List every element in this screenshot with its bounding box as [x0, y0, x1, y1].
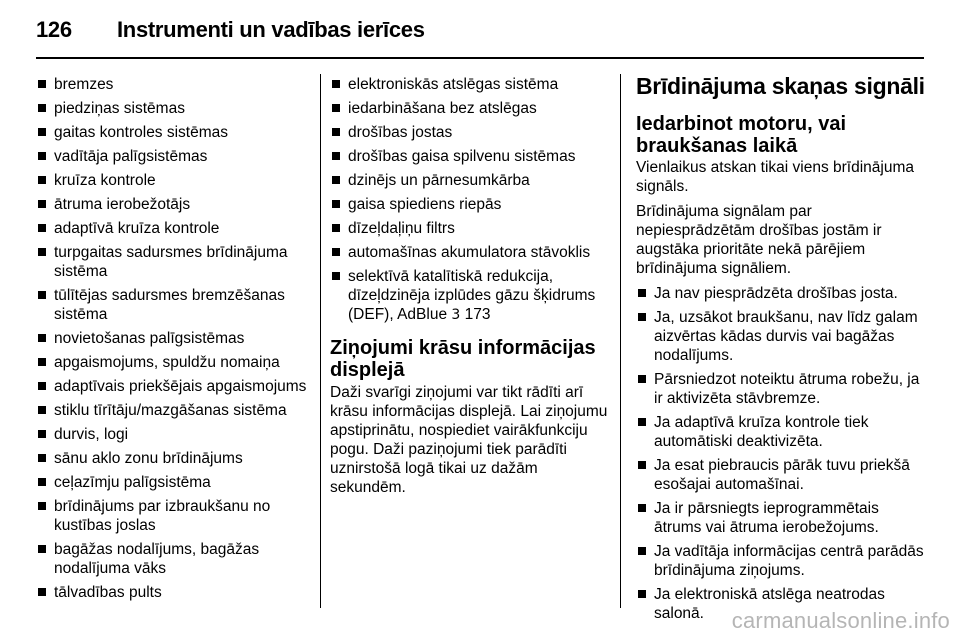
- column-2: [330, 75, 615, 503]
- paragraph: Vienlaikus atskan tikai viens brīdinājuma signāls.: [636, 159, 915, 195]
- bullet-square-icon: [332, 248, 340, 256]
- bullet-square-icon: [38, 291, 46, 299]
- column-divider-left: [320, 74, 321, 608]
- page-title: Instrumenti un vadības ierīces: [117, 17, 425, 42]
- bullet-square-icon: [38, 382, 46, 390]
- list-item: brīdinājums par izbraukšanu no kustības joslas: [36, 497, 316, 535]
- section-text: Daži svarīgi ziņojumi var tikt rādīti arī krāsu informācijas displejā. Lai ziņojumu apstiprinātu, nospiediet vairākfunkciju pogu. Daži paziņojumi tiek parādīti uznirstošā logā tikai uz dažām sekundēm.: [330, 384, 608, 496]
- page-reference-link[interactable]: 173: [464, 306, 491, 323]
- bullet-square-icon: [38, 200, 46, 208]
- list-item: dzinējs un pārnesumkārba: [330, 171, 615, 190]
- bullet-square-icon: [38, 104, 46, 112]
- bullet-square-icon: [38, 478, 46, 486]
- list-item: tālvadības pults: [36, 583, 316, 602]
- list-item: vadītāja palīgsistēmas: [36, 147, 316, 166]
- header-rule: [36, 57, 924, 59]
- bullet-square-icon: [38, 454, 46, 462]
- list-item: novietošanas palīgsistēmas: [36, 329, 316, 348]
- list-item: turpgaitas sadursmes brīdinājuma sistēma: [36, 243, 316, 281]
- list-item: ātruma ierobežotājs: [36, 195, 316, 214]
- list-item: dīzeļdaļiņu filtrs: [330, 219, 615, 238]
- list-item: kruīza kontrole: [36, 171, 316, 190]
- subsection-heading: Iedarbinot motoru, vai braukšanas laikā: [636, 113, 847, 157]
- bullet-square-icon: [332, 200, 340, 208]
- column-1-list: [36, 75, 316, 602]
- section-heading: Brīdinājuma skaņas signāli: [636, 73, 925, 99]
- bullet-square-icon: [38, 248, 46, 256]
- bullet-square-icon: [38, 430, 46, 438]
- list-item: adaptīvā kruīza kontrole: [36, 219, 316, 238]
- list-item: piedziņas sistēmas: [36, 99, 316, 118]
- page-reference-arrow-icon[interactable]: 3: [451, 307, 461, 323]
- bullet-square-icon: [332, 152, 340, 160]
- list-item: gaisa spiediens riepās: [330, 195, 615, 214]
- list-item: Pārsniedzot noteiktu ātruma robežu, ja ir aktivizēta stāvbremze.: [636, 370, 926, 408]
- bullet-square-icon: [38, 152, 46, 160]
- list-item: gaitas kontroles sistēmas: [36, 123, 316, 142]
- list-item: Ja vadītāja informācijas centrā parādās brīdinājuma ziņojums.: [636, 542, 926, 580]
- bullet-square-icon: [638, 461, 646, 469]
- bullet-square-icon: [638, 375, 646, 383]
- list-item: drošības gaisa spilvenu sistēmas: [330, 147, 615, 166]
- list-item: iedarbināšana bez atslēgas: [330, 99, 615, 118]
- list-item: sānu aklo zonu brīdinājums: [36, 449, 316, 468]
- bullet-square-icon: [638, 547, 646, 555]
- list-item: elektroniskās atslēgas sistēma: [330, 75, 615, 94]
- bullet-square-icon: [38, 128, 46, 136]
- column-3-list: [636, 284, 926, 623]
- bullet-square-icon: [638, 418, 646, 426]
- bullet-square-icon: [38, 80, 46, 88]
- bullet-square-icon: [38, 502, 46, 510]
- list-item: Ja nav piesprādzēta drošības josta.: [636, 284, 926, 303]
- paragraph: Brīdinājuma signālam par nepiesprādzētām drošības jostām ir augstāka prioritāte nekā pārējiem brīdinājuma signāliem.: [636, 203, 882, 277]
- bullet-square-icon: [38, 406, 46, 414]
- section-title: Ziņojumi krāsu informācijas displejā: [330, 337, 596, 381]
- bullet-square-icon: [38, 224, 46, 232]
- list-item: drošības jostas: [330, 123, 615, 142]
- bullet-square-icon: [638, 313, 646, 321]
- list-item: tūlītējas sadursmes bremzēšanas sistēma: [36, 286, 316, 324]
- list-item: ceļazīmju palīgsistēma: [36, 473, 316, 492]
- list-item: bagāžas nodalījums, bagāžas nodalījuma vāks: [36, 540, 316, 578]
- bullet-square-icon: [38, 358, 46, 366]
- list-item: Ja elektroniskā atslēga neatrodas salonā.: [636, 585, 926, 623]
- bullet-square-icon: [38, 176, 46, 184]
- watermark: carmanualsonline.info: [731, 608, 950, 633]
- bullet-square-icon: [332, 272, 340, 280]
- column-2-list: [330, 75, 615, 325]
- list-item: apgaismojums, spuldžu nomaiņa: [36, 353, 316, 372]
- bullet-square-icon: [38, 334, 46, 342]
- list-item: automašīnas akumulatora stāvoklis: [330, 243, 615, 262]
- bullet-square-icon: [332, 128, 340, 136]
- list-item: Ja esat piebraucis pārāk tuvu priekšā esošajai automašīnai.: [636, 456, 926, 494]
- list-item: Ja ir pārsniegts ieprogrammētais ātrums vai ātruma ierobežojums.: [636, 499, 926, 537]
- list-item: adaptīvais priekšējais apgaismojums: [36, 377, 316, 396]
- column-1: [36, 75, 316, 607]
- bullet-square-icon: [638, 504, 646, 512]
- column-3: [636, 75, 926, 628]
- bullet-square-icon: [38, 588, 46, 596]
- bullet-square-icon: [332, 80, 340, 88]
- bullet-square-icon: [38, 545, 46, 553]
- bullet-square-icon: [332, 104, 340, 112]
- list-item: selektīvā katalītiskā redukcija, dīzeļdzinēja izplūdes gāzu šķidrums (DEF), AdBlue 3 173: [330, 267, 615, 325]
- list-item: Ja adaptīvā kruīza kontrole tiek automātiski deaktivizēta.: [636, 413, 926, 451]
- bullet-square-icon: [332, 176, 340, 184]
- bullet-square-icon: [638, 289, 646, 297]
- page-number: 126: [36, 17, 72, 42]
- list-item: bremzes: [36, 75, 316, 94]
- bullet-square-icon: [332, 224, 340, 232]
- list-item: stiklu tīrītāju/mazgāšanas sistēma: [36, 401, 316, 420]
- list-item: durvis, logi: [36, 425, 316, 444]
- column-divider-right: [620, 74, 621, 608]
- bullet-square-icon: [638, 590, 646, 598]
- list-item: Ja, uzsākot braukšanu, nav līdz galam aizvērtas kādas durvis vai bagāžas nodalījums.: [636, 308, 926, 365]
